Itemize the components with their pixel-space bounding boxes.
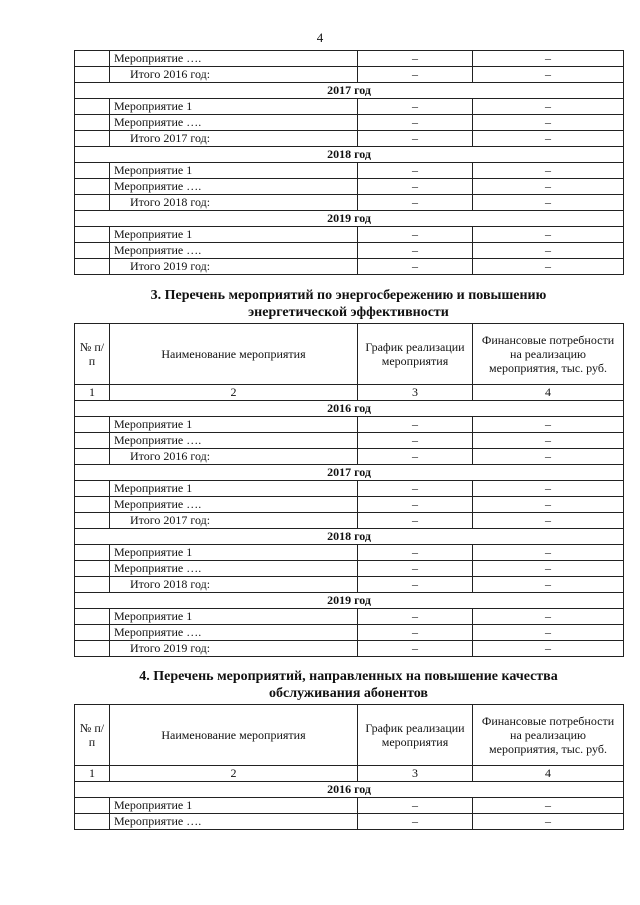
- total-row: [75, 67, 624, 83]
- page-number: 4: [316, 30, 324, 45]
- number-cell: [75, 227, 110, 243]
- number-cell: [75, 481, 110, 497]
- number-cell: [75, 115, 110, 131]
- schedule-cell: –: [358, 227, 473, 243]
- table-row: [75, 115, 624, 131]
- total-row: [75, 195, 624, 211]
- table-row: [75, 481, 624, 497]
- finance-cell: –: [473, 163, 624, 179]
- col-number-1: 1: [75, 385, 110, 401]
- table-row: [75, 51, 624, 67]
- total-label: Итого 2018 год:: [110, 577, 358, 593]
- number-cell: [75, 545, 110, 561]
- year-row: [75, 83, 624, 99]
- number-cell: [75, 67, 110, 83]
- header-row: [75, 705, 624, 766]
- schedule-cell: –: [358, 798, 473, 814]
- event-name: Мероприятие ….: [110, 497, 358, 513]
- total-row: [75, 449, 624, 465]
- schedule-cell: –: [358, 243, 473, 259]
- number-cell: [75, 561, 110, 577]
- col-number-3: 3: [358, 766, 473, 782]
- year-label: 2017 год: [75, 465, 624, 481]
- total-label: Итого 2019 год:: [110, 259, 358, 275]
- event-name: Мероприятие 1: [110, 609, 358, 625]
- table-row: [75, 227, 624, 243]
- finance-cell: –: [473, 561, 624, 577]
- table-row: [75, 99, 624, 115]
- col-number-2: 2: [110, 766, 358, 782]
- total-label: Итого 2019 год:: [110, 641, 358, 657]
- column-number-row: [75, 385, 624, 401]
- finance-cell: –: [473, 51, 624, 67]
- finance-cell: –: [473, 417, 624, 433]
- table-row: [75, 625, 624, 641]
- number-cell: [75, 243, 110, 259]
- finance-cell: –: [473, 814, 624, 830]
- number-cell: [75, 259, 110, 275]
- event-name: Мероприятие ….: [110, 561, 358, 577]
- year-row: [75, 782, 624, 798]
- number-cell: [75, 417, 110, 433]
- year-label: 2019 год: [75, 211, 624, 227]
- number-cell: [75, 131, 110, 147]
- table-row: [75, 814, 624, 830]
- number-cell: [75, 798, 110, 814]
- col-number-3: 3: [358, 385, 473, 401]
- year-row: [75, 593, 624, 609]
- finance-cell: –: [473, 259, 624, 275]
- event-name: Мероприятие ….: [110, 115, 358, 131]
- section-4-table-body: [75, 782, 624, 830]
- total-label: Итого 2018 год:: [110, 195, 358, 211]
- year-label: 2017 год: [75, 83, 624, 99]
- section-3-table-body: [75, 401, 624, 657]
- finance-cell: –: [473, 99, 624, 115]
- year-label: 2016 год: [75, 782, 624, 798]
- table-row: [75, 417, 624, 433]
- col-number-1: 1: [75, 766, 110, 782]
- continuation-table-body: [75, 51, 624, 275]
- section-3-table: [74, 323, 624, 657]
- year-label: 2016 год: [75, 401, 624, 417]
- event-name: Мероприятие 1: [110, 798, 358, 814]
- year-row: [75, 529, 624, 545]
- finance-cell: –: [473, 115, 624, 131]
- event-name: Мероприятие ….: [110, 243, 358, 259]
- number-cell: [75, 513, 110, 529]
- finance-cell: –: [473, 243, 624, 259]
- total-row: [75, 641, 624, 657]
- number-cell: [75, 99, 110, 115]
- total-label: Итого 2016 год:: [110, 449, 358, 465]
- number-cell: [75, 433, 110, 449]
- col-number-2: 2: [110, 385, 358, 401]
- finance-cell: –: [473, 577, 624, 593]
- schedule-cell: –: [358, 814, 473, 830]
- number-cell: [75, 609, 110, 625]
- year-label: 2018 год: [75, 529, 624, 545]
- table-row: [75, 545, 624, 561]
- total-row: [75, 577, 624, 593]
- finance-cell: –: [473, 481, 624, 497]
- schedule-cell: –: [358, 433, 473, 449]
- table-row: [75, 561, 624, 577]
- finance-cell: –: [473, 625, 624, 641]
- table-row: [75, 179, 624, 195]
- total-row: [75, 259, 624, 275]
- section-4-table: [74, 704, 624, 830]
- finance-cell: –: [473, 449, 624, 465]
- total-row: [75, 513, 624, 529]
- finance-cell: –: [473, 609, 624, 625]
- year-row: [75, 211, 624, 227]
- number-cell: [75, 641, 110, 657]
- table-row: [75, 243, 624, 259]
- event-name: Мероприятие 1: [110, 227, 358, 243]
- finance-cell: –: [473, 195, 624, 211]
- number-cell: [75, 577, 110, 593]
- table-row: [75, 798, 624, 814]
- schedule-cell: –: [358, 179, 473, 195]
- number-cell: [75, 449, 110, 465]
- schedule-cell: –: [358, 561, 473, 577]
- event-name: Мероприятие ….: [110, 179, 358, 195]
- schedule-cell: –: [358, 481, 473, 497]
- total-label: Итого 2017 год:: [110, 131, 358, 147]
- number-cell: [75, 814, 110, 830]
- header-number: № п/п: [75, 705, 110, 766]
- year-row: [75, 147, 624, 163]
- table-row: [75, 163, 624, 179]
- schedule-cell: –: [358, 51, 473, 67]
- header-finance: Финансовые потребности на реализацию мероприятия, тыс. руб.: [473, 324, 624, 385]
- col-number-4: 4: [473, 766, 624, 782]
- schedule-cell: –: [358, 577, 473, 593]
- header-name: Наименование мероприятия: [110, 324, 358, 385]
- schedule-cell: –: [358, 259, 473, 275]
- year-row: [75, 465, 624, 481]
- section-3-title-line1: 3. Перечень мероприятий по энергосбережению и повышению: [150, 288, 547, 303]
- section-3-title-line2: энергетической эффективности: [248, 305, 449, 320]
- event-name: Мероприятие 1: [110, 481, 358, 497]
- table-row: [75, 433, 624, 449]
- number-cell: [75, 179, 110, 195]
- total-label: Итого 2017 год:: [110, 513, 358, 529]
- schedule-cell: –: [358, 163, 473, 179]
- number-cell: [75, 51, 110, 67]
- schedule-cell: –: [358, 497, 473, 513]
- header-number: № п/п: [75, 324, 110, 385]
- schedule-cell: –: [358, 641, 473, 657]
- table-row: [75, 497, 624, 513]
- number-cell: [75, 195, 110, 211]
- event-name: Мероприятие ….: [110, 625, 358, 641]
- header-row: [75, 324, 624, 385]
- year-label: 2019 год: [75, 593, 624, 609]
- column-number-row: [75, 766, 624, 782]
- header-schedule: График реализации мероприятия: [358, 705, 473, 766]
- section-3-title: [74, 287, 623, 321]
- total-row: [75, 131, 624, 147]
- finance-cell: –: [473, 545, 624, 561]
- schedule-cell: –: [358, 99, 473, 115]
- continuation-table: [74, 50, 624, 275]
- event-name: Мероприятие ….: [110, 51, 358, 67]
- schedule-cell: –: [358, 449, 473, 465]
- schedule-cell: –: [358, 131, 473, 147]
- total-label: Итого 2016 год:: [110, 67, 358, 83]
- finance-cell: –: [473, 513, 624, 529]
- finance-cell: –: [473, 67, 624, 83]
- number-cell: [75, 163, 110, 179]
- event-name: Мероприятие ….: [110, 814, 358, 830]
- schedule-cell: –: [358, 545, 473, 561]
- event-name: Мероприятие 1: [110, 545, 358, 561]
- header-finance: Финансовые потребности на реализацию мероприятия, тыс. руб.: [473, 705, 624, 766]
- schedule-cell: –: [358, 115, 473, 131]
- schedule-cell: –: [358, 67, 473, 83]
- header-name: Наименование мероприятия: [110, 705, 358, 766]
- number-cell: [75, 497, 110, 513]
- event-name: Мероприятие 1: [110, 99, 358, 115]
- finance-cell: –: [473, 641, 624, 657]
- schedule-cell: –: [358, 625, 473, 641]
- table-row: [75, 609, 624, 625]
- finance-cell: –: [473, 179, 624, 195]
- event-name: Мероприятие ….: [110, 433, 358, 449]
- header-schedule: График реализации мероприятия: [358, 324, 473, 385]
- section-4-title-line2: обслуживания абонентов: [269, 686, 428, 701]
- schedule-cell: –: [358, 513, 473, 529]
- finance-cell: –: [473, 131, 624, 147]
- schedule-cell: –: [358, 195, 473, 211]
- section-4-title-line1: 4. Перечень мероприятий, направленных на повышение качества: [139, 669, 558, 684]
- year-label: 2018 год: [75, 147, 624, 163]
- number-cell: [75, 625, 110, 641]
- year-row: [75, 401, 624, 417]
- event-name: Мероприятие 1: [110, 163, 358, 179]
- finance-cell: –: [473, 227, 624, 243]
- schedule-cell: –: [358, 609, 473, 625]
- section-4-title: [74, 668, 623, 702]
- event-name: Мероприятие 1: [110, 417, 358, 433]
- schedule-cell: –: [358, 417, 473, 433]
- finance-cell: –: [473, 798, 624, 814]
- col-number-4: 4: [473, 385, 624, 401]
- finance-cell: –: [473, 433, 624, 449]
- finance-cell: –: [473, 497, 624, 513]
